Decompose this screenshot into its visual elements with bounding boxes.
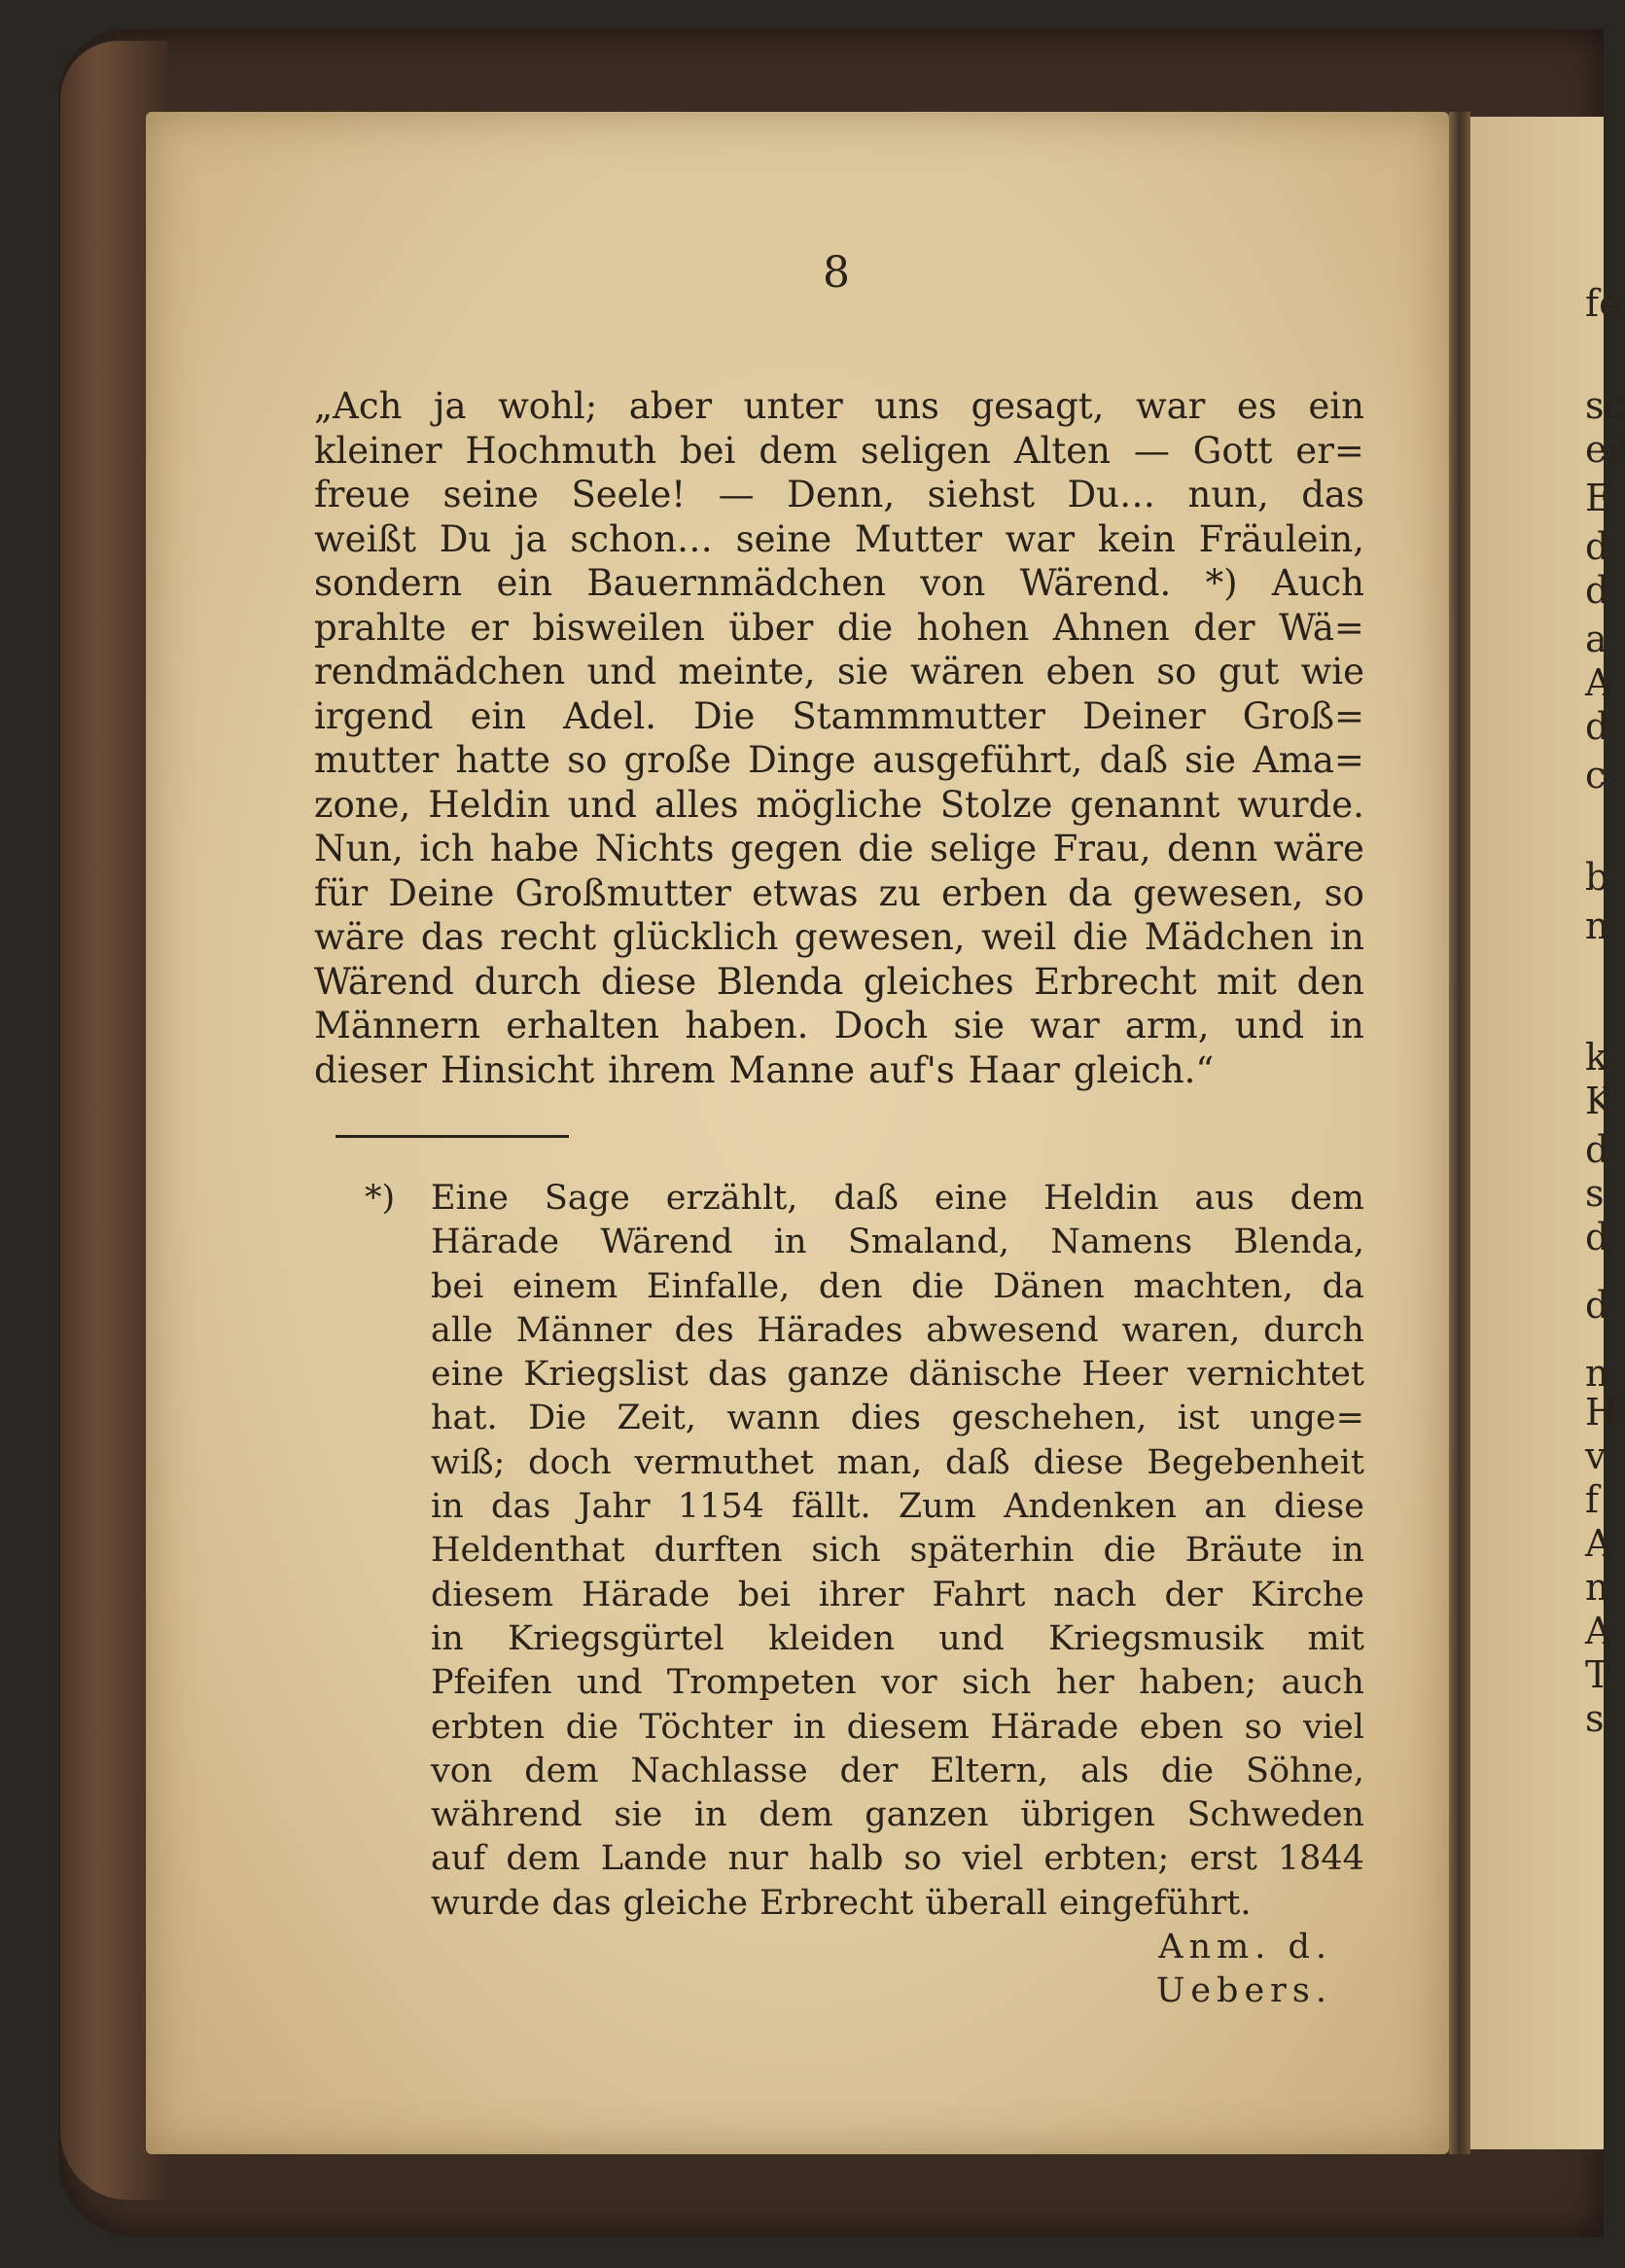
text-line: rendmädchen und meinte, sie wären eben so gut wie (314, 651, 1364, 692)
next-page-fragment: fe (1585, 282, 1621, 325)
footnote-line: in das Jahr 1154 fällt. Zum Andenken an diese (431, 1487, 1364, 1527)
next-page-fragment: er (1585, 428, 1625, 471)
next-page-fragment: d (1585, 1216, 1609, 1258)
footnote-line: erbten die Töchter in diesem Härade eben so viel (431, 1707, 1364, 1747)
next-page-fragment: s (1585, 1697, 1605, 1740)
footnote-line: von dem Nachlasse der Eltern, als die Söhne, (431, 1751, 1364, 1790)
footnote-marker: *) (365, 1179, 396, 1218)
next-page-fragment: d (1585, 1284, 1609, 1327)
page-number: 8 (823, 248, 850, 298)
next-page-fragment: d (1585, 569, 1609, 612)
text-line: weißt Du ja schon… seine Mutter war kein Fräulein, (314, 517, 1364, 560)
next-page-fragment: A (1585, 661, 1612, 704)
right-page-edge (1470, 117, 1625, 2149)
text-line: zone, Heldin und alles mögliche Stolze genannt wurde. (314, 783, 1364, 826)
footnote-line: hat. Die Zeit, wann dies geschehen, ist unge= (431, 1399, 1364, 1438)
next-page-fragment: a (1585, 618, 1607, 660)
text-line: irgend ein Adel. Die Stammmutter Deiner Groß= (314, 694, 1364, 737)
footnote-line: Heldenthat durften sich späterhin die Bräute in (431, 1531, 1364, 1571)
footnote-signature: Anm. d. Uebers. (1155, 1928, 1332, 2010)
footnote-rule (336, 1135, 569, 1138)
text-line: sondern ein Bauernmädchen von Wärend. *) Auch (314, 562, 1364, 604)
next-page-fragment: T (1585, 1653, 1610, 1696)
next-page-fragment: k (1585, 1036, 1608, 1079)
text-line: Wärend durch diese Blenda gleiches Erbrecht mit den (314, 960, 1364, 1003)
next-page-fragment: H (1585, 1391, 1618, 1434)
next-page-fragment: E (1585, 477, 1612, 519)
main-paragraph (314, 384, 1364, 1092)
next-page-fragment: d (1585, 525, 1609, 568)
text-line: mutter hatte so große Dinge ausgeführt, daß sie Ama= (314, 739, 1364, 781)
text-line: „Ach ja wohl; aber unter uns gesagt, war es ein (314, 385, 1364, 427)
footnote-line: in Kriegsgürtel kleiden und Kriegsmusik mit (431, 1618, 1364, 1658)
next-page-fragment: v (1585, 1435, 1607, 1477)
text-line: Männern erhalten haben. Doch sie war arm, und in (314, 1005, 1364, 1046)
next-page-fragment: n (1585, 1352, 1609, 1395)
footnote-line: während sie in dem ganzen übrigen Schweden (431, 1795, 1364, 1835)
text-line: prahlte er bisweilen über die hohen Ahnen der Wä= (314, 606, 1364, 649)
footnote-line: eine Kriegslist das ganze dänische Heer vernichtet (431, 1355, 1364, 1395)
next-page-fragment: f (1585, 1478, 1600, 1521)
next-page-fragment: b (1585, 856, 1609, 899)
page-gutter (1449, 112, 1470, 2154)
next-page-fragment: d (1585, 1128, 1609, 1171)
text-line: kleiner Hochmuth bei dem seligen Alten — Gott er= (314, 429, 1364, 472)
next-page-fragment: d (1585, 705, 1609, 748)
text-line: für Deine Großmutter etwas zu erben da gewesen, so (314, 871, 1364, 914)
footnote-line: alle Männer des Härades abwesend waren, durch (431, 1310, 1364, 1350)
text-line: dieser Hinsicht ihrem Manne auf's Haar gleich.“ (314, 1048, 1215, 1091)
footnote-line: diesem Härade bei ihrer Fahrt nach der Kirche (431, 1575, 1364, 1614)
footnote-line: wurde das gleiche Erbrecht überall eingeführt. (431, 1883, 1252, 1923)
text-line: wäre das recht glücklich gewesen, weil die Mädchen in (314, 916, 1364, 958)
footnote-line: bei einem Einfalle, den die Dänen machten, da (431, 1266, 1364, 1306)
next-page-fragment: A (1585, 1522, 1612, 1565)
next-page-fragment: s (1585, 1172, 1605, 1215)
next-page-fragment: n (1585, 1566, 1609, 1609)
footnote-line: auf dem Lande nur halb so viel erbten; erst 1844 (431, 1839, 1364, 1879)
footnote-text (431, 1177, 1364, 1926)
next-page-fragment: A (1585, 1610, 1612, 1652)
text-line: freue seine Seele! — Denn, siehst Du… nun, das (314, 474, 1364, 515)
footnote-line: wiß; doch vermuthet man, daß diese Begebenheit (431, 1442, 1364, 1482)
text-line: Nun, ich habe Nichts gegen die selige Frau, denn wäre (314, 828, 1364, 869)
next-page-fragment: n (1585, 904, 1609, 947)
footnote-line: Pfeifen und Trompeten vor sich her haben; auch (431, 1663, 1364, 1703)
next-page-fragment: sc (1585, 384, 1625, 427)
next-page-fragment: K (1585, 1080, 1613, 1122)
footnote-line: Eine Sage erzählt, daß eine Heldin aus dem (431, 1179, 1364, 1218)
footnote-line: Härade Wärend in Smaland, Namens Blenda, (431, 1223, 1364, 1262)
next-page-fragment: c (1585, 754, 1607, 797)
